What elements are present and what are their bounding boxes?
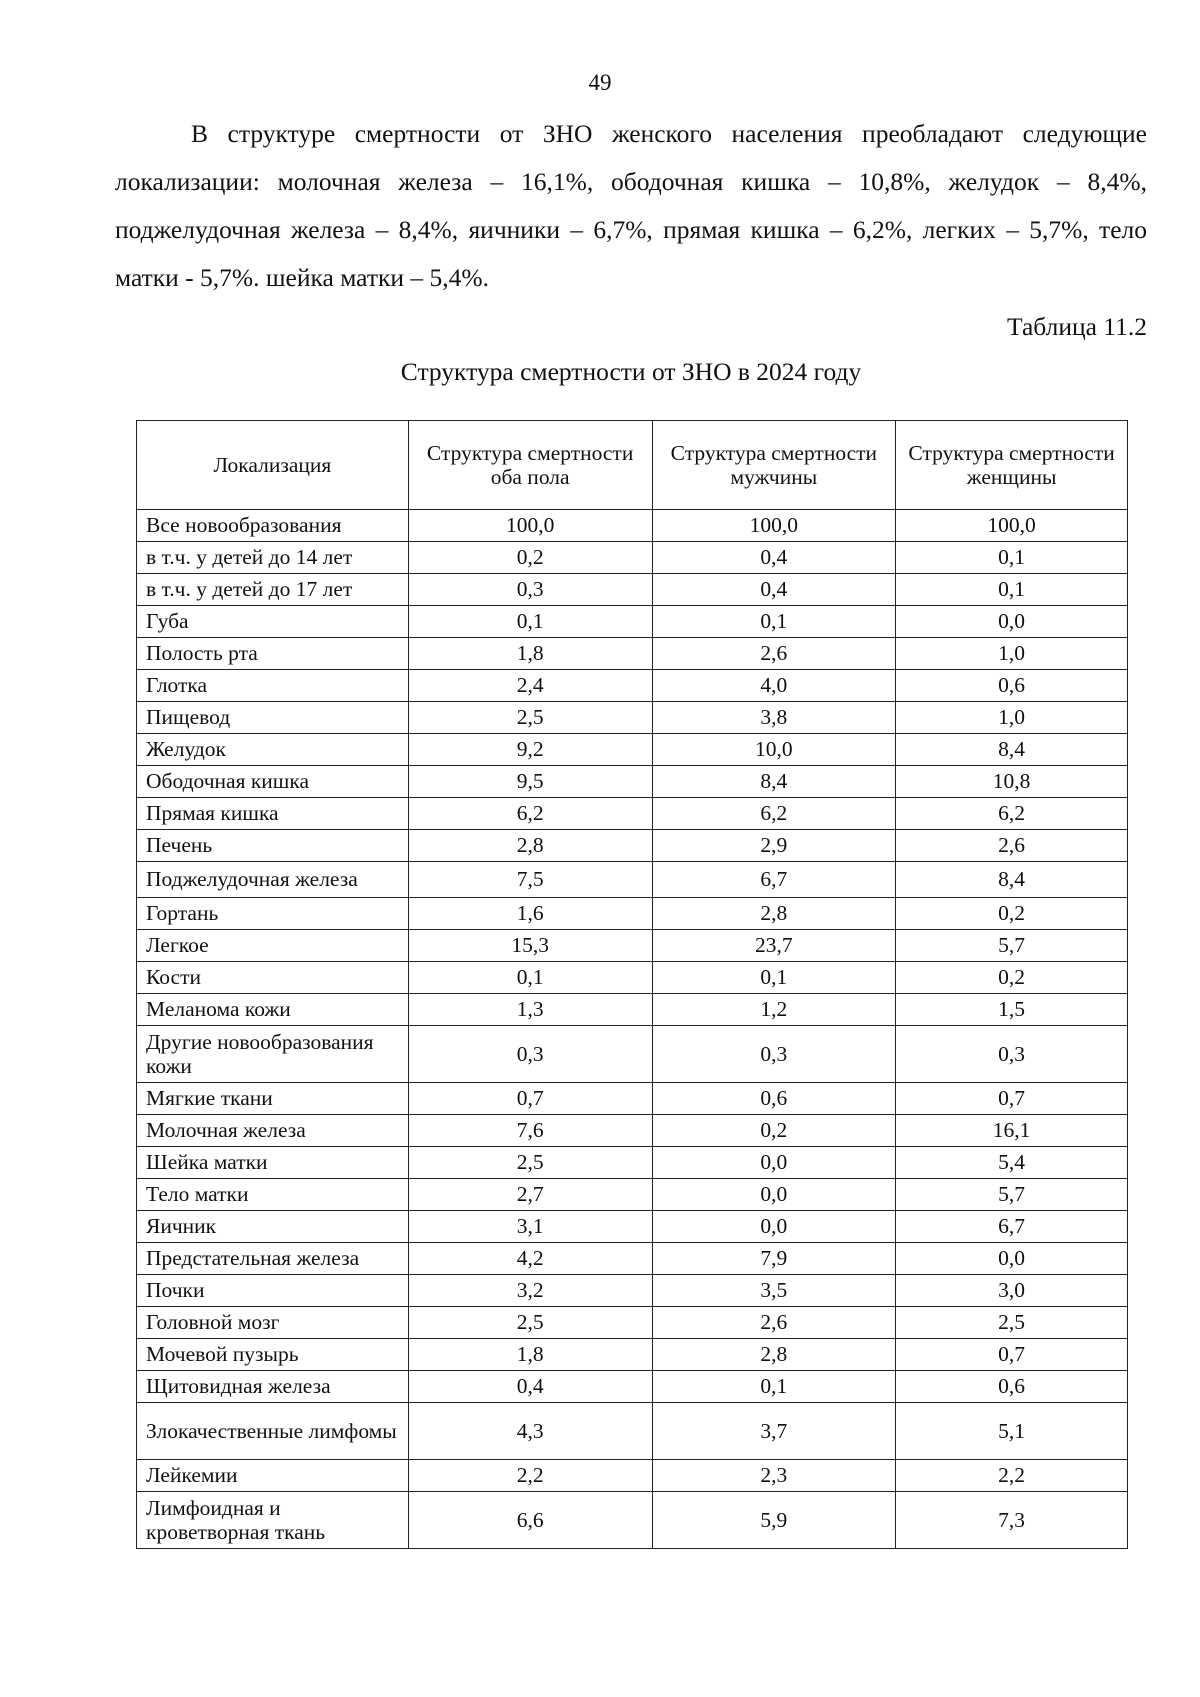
table-title: Структура смертности от ЗНО в 2024 году	[400, 357, 862, 386]
cell-localization: Желудок	[137, 734, 409, 766]
cell-localization: Предстательная железа	[137, 1243, 409, 1275]
cell-men: 0,1	[652, 606, 896, 638]
cell-both-sexes: 4,2	[408, 1243, 652, 1275]
cell-localization: Губа	[137, 606, 409, 638]
cell-both-sexes: 9,2	[408, 734, 652, 766]
table-row	[137, 1339, 1128, 1371]
header-both-sexes: Структура смертности оба пола	[408, 421, 652, 510]
cell-women: 0,7	[896, 1339, 1128, 1371]
cell-both-sexes: 6,6	[408, 1492, 652, 1549]
cell-men: 0,6	[652, 1083, 896, 1115]
cell-localization: Головной мозг	[137, 1307, 409, 1339]
cell-localization: Легкое	[137, 930, 409, 962]
cell-women: 0,7	[896, 1083, 1128, 1115]
table-row	[137, 574, 1128, 606]
cell-men: 3,7	[652, 1403, 896, 1460]
cell-both-sexes: 15,3	[408, 930, 652, 962]
cell-men: 6,2	[652, 798, 896, 830]
cell-localization: Все новообразования	[137, 510, 409, 542]
cell-women: 16,1	[896, 1115, 1128, 1147]
cell-localization: Ободочная кишка	[137, 766, 409, 798]
cell-men: 10,0	[652, 734, 896, 766]
cell-both-sexes: 3,1	[408, 1211, 652, 1243]
table-row	[137, 994, 1128, 1026]
cell-localization: Мягкие ткани	[137, 1083, 409, 1115]
table-row	[137, 1211, 1128, 1243]
cell-men: 3,5	[652, 1275, 896, 1307]
header-men: Структура смертности мужчины	[652, 421, 896, 510]
cell-localization: Гортань	[137, 898, 409, 930]
cell-both-sexes: 7,6	[408, 1115, 652, 1147]
cell-women: 7,3	[896, 1492, 1128, 1549]
table-row	[137, 1179, 1128, 1211]
cell-both-sexes: 0,1	[408, 606, 652, 638]
cell-both-sexes: 1,8	[408, 1339, 652, 1371]
cell-both-sexes: 1,3	[408, 994, 652, 1026]
cell-localization: Кости	[137, 962, 409, 994]
cell-men: 0,1	[652, 962, 896, 994]
table-row	[137, 606, 1128, 638]
cell-localization: Печень	[137, 830, 409, 862]
table-row	[137, 1115, 1128, 1147]
cell-women: 2,2	[896, 1460, 1128, 1492]
cell-women: 8,4	[896, 734, 1128, 766]
cell-both-sexes: 1,8	[408, 638, 652, 670]
cell-both-sexes: 100,0	[408, 510, 652, 542]
cell-men: 2,3	[652, 1460, 896, 1492]
cell-both-sexes: 2,4	[408, 670, 652, 702]
cell-men: 0,3	[652, 1026, 896, 1083]
cell-localization: Мочевой пузырь	[137, 1339, 409, 1371]
intro-paragraph	[115, 110, 1147, 302]
table-row	[137, 898, 1128, 930]
cell-localization: Яичник	[137, 1211, 409, 1243]
cell-localization: в т.ч. у детей до 14 лет	[137, 542, 409, 574]
table-row	[137, 734, 1128, 766]
cell-both-sexes: 3,2	[408, 1275, 652, 1307]
cell-men: 23,7	[652, 930, 896, 962]
cell-women: 1,0	[896, 638, 1128, 670]
cell-localization: Шейка матки	[137, 1147, 409, 1179]
table-row	[137, 1147, 1128, 1179]
cell-localization: Прямая кишка	[137, 798, 409, 830]
cell-localization: Полость рта	[137, 638, 409, 670]
cell-localization: Щитовидная железа	[137, 1371, 409, 1403]
cell-men: 0,1	[652, 1371, 896, 1403]
table-row	[137, 638, 1128, 670]
table-row	[137, 1275, 1128, 1307]
cell-women: 0,2	[896, 898, 1128, 930]
table-row	[137, 1083, 1128, 1115]
cell-men: 0,0	[652, 1147, 896, 1179]
cell-men: 0,0	[652, 1211, 896, 1243]
cell-women: 5,7	[896, 930, 1128, 962]
cell-localization: Лимфоидная и кроветворная ткань	[137, 1492, 409, 1549]
mortality-structure-table	[136, 420, 1128, 1549]
cell-localization: Тело матки	[137, 1179, 409, 1211]
cell-localization: Поджелудочная железа	[137, 862, 409, 898]
cell-men: 2,6	[652, 638, 896, 670]
cell-women: 0,6	[896, 670, 1128, 702]
cell-both-sexes: 2,5	[408, 1147, 652, 1179]
cell-both-sexes: 2,2	[408, 1460, 652, 1492]
cell-both-sexes: 0,7	[408, 1083, 652, 1115]
table-row	[137, 1307, 1128, 1339]
table-row	[137, 862, 1128, 898]
table-row	[137, 1460, 1128, 1492]
table-row	[137, 830, 1128, 862]
cell-both-sexes: 0,4	[408, 1371, 652, 1403]
cell-women: 0,3	[896, 1026, 1128, 1083]
page-number: 49	[588, 70, 612, 95]
cell-women: 0,6	[896, 1371, 1128, 1403]
cell-women: 6,2	[896, 798, 1128, 830]
cell-localization: Почки	[137, 1275, 409, 1307]
cell-both-sexes: 2,5	[408, 1307, 652, 1339]
cell-men: 0,4	[652, 542, 896, 574]
cell-localization: Лейкемии	[137, 1460, 409, 1492]
table-row	[137, 1492, 1128, 1549]
cell-women: 0,0	[896, 606, 1128, 638]
header-localization: Локализация	[137, 421, 409, 510]
table-row	[137, 930, 1128, 962]
table-row	[137, 798, 1128, 830]
cell-men: 2,8	[652, 898, 896, 930]
cell-men: 5,9	[652, 1492, 896, 1549]
cell-both-sexes: 0,3	[408, 1026, 652, 1083]
cell-both-sexes: 6,2	[408, 798, 652, 830]
table-row	[137, 1371, 1128, 1403]
table-row	[137, 1403, 1128, 1460]
table-header-row	[137, 421, 1128, 510]
cell-localization: Молочная железа	[137, 1115, 409, 1147]
cell-localization: Пищевод	[137, 702, 409, 734]
cell-localization: Другие новообразования кожи	[137, 1026, 409, 1083]
table-row	[137, 962, 1128, 994]
cell-both-sexes: 0,3	[408, 574, 652, 606]
cell-women: 5,1	[896, 1403, 1128, 1460]
cell-men: 2,9	[652, 830, 896, 862]
cell-women: 0,1	[896, 574, 1128, 606]
cell-women: 0,0	[896, 1243, 1128, 1275]
cell-both-sexes: 0,1	[408, 962, 652, 994]
table-row	[137, 766, 1128, 798]
table-row	[137, 1243, 1128, 1275]
table-row	[137, 510, 1128, 542]
cell-both-sexes: 2,8	[408, 830, 652, 862]
cell-women: 0,2	[896, 962, 1128, 994]
cell-both-sexes: 1,6	[408, 898, 652, 930]
cell-women: 6,7	[896, 1211, 1128, 1243]
cell-men: 2,8	[652, 1339, 896, 1371]
intro-text: В структуре смертности от ЗНО женского населения преобладают следующие локализации: молочная железа – 16,1%, ободочная кишка – 10,8%, желудок – 8,4%, поджелудочная железа – 8,4%, яичники – 6,7%, прямая кишка – 6,2%, легких – 5,7%, тело матки - 5,7%. шейка матки – 5,4%.	[115, 119, 1147, 292]
cell-both-sexes: 4,3	[408, 1403, 652, 1460]
cell-localization: в т.ч. у детей до 17 лет	[137, 574, 409, 606]
cell-women: 3,0	[896, 1275, 1128, 1307]
cell-men: 4,0	[652, 670, 896, 702]
cell-both-sexes: 7,5	[408, 862, 652, 898]
cell-both-sexes: 2,7	[408, 1179, 652, 1211]
cell-women: 2,5	[896, 1307, 1128, 1339]
cell-localization: Глотка	[137, 670, 409, 702]
cell-men: 0,0	[652, 1179, 896, 1211]
cell-men: 3,8	[652, 702, 896, 734]
table-row	[137, 542, 1128, 574]
header-women: Структура смертности женщины	[896, 421, 1128, 510]
cell-women: 5,4	[896, 1147, 1128, 1179]
cell-both-sexes: 0,2	[408, 542, 652, 574]
cell-men: 100,0	[652, 510, 896, 542]
table-row	[137, 1026, 1128, 1083]
cell-localization: Меланома кожи	[137, 994, 409, 1026]
cell-women: 5,7	[896, 1179, 1128, 1211]
cell-both-sexes: 2,5	[408, 702, 652, 734]
cell-women: 100,0	[896, 510, 1128, 542]
cell-women: 2,6	[896, 830, 1128, 862]
table-row	[137, 702, 1128, 734]
cell-both-sexes: 9,5	[408, 766, 652, 798]
cell-men: 8,4	[652, 766, 896, 798]
cell-women: 1,0	[896, 702, 1128, 734]
cell-men: 7,9	[652, 1243, 896, 1275]
cell-women: 10,8	[896, 766, 1128, 798]
cell-women: 1,5	[896, 994, 1128, 1026]
cell-men: 0,2	[652, 1115, 896, 1147]
cell-men: 2,6	[652, 1307, 896, 1339]
cell-men: 0,4	[652, 574, 896, 606]
cell-women: 0,1	[896, 542, 1128, 574]
table-row	[137, 670, 1128, 702]
cell-men: 1,2	[652, 994, 896, 1026]
table-label: Таблица 11.2	[1007, 312, 1147, 341]
cell-women: 8,4	[896, 862, 1128, 898]
cell-localization: Злокачественные лимфомы	[137, 1403, 409, 1460]
cell-men: 6,7	[652, 862, 896, 898]
